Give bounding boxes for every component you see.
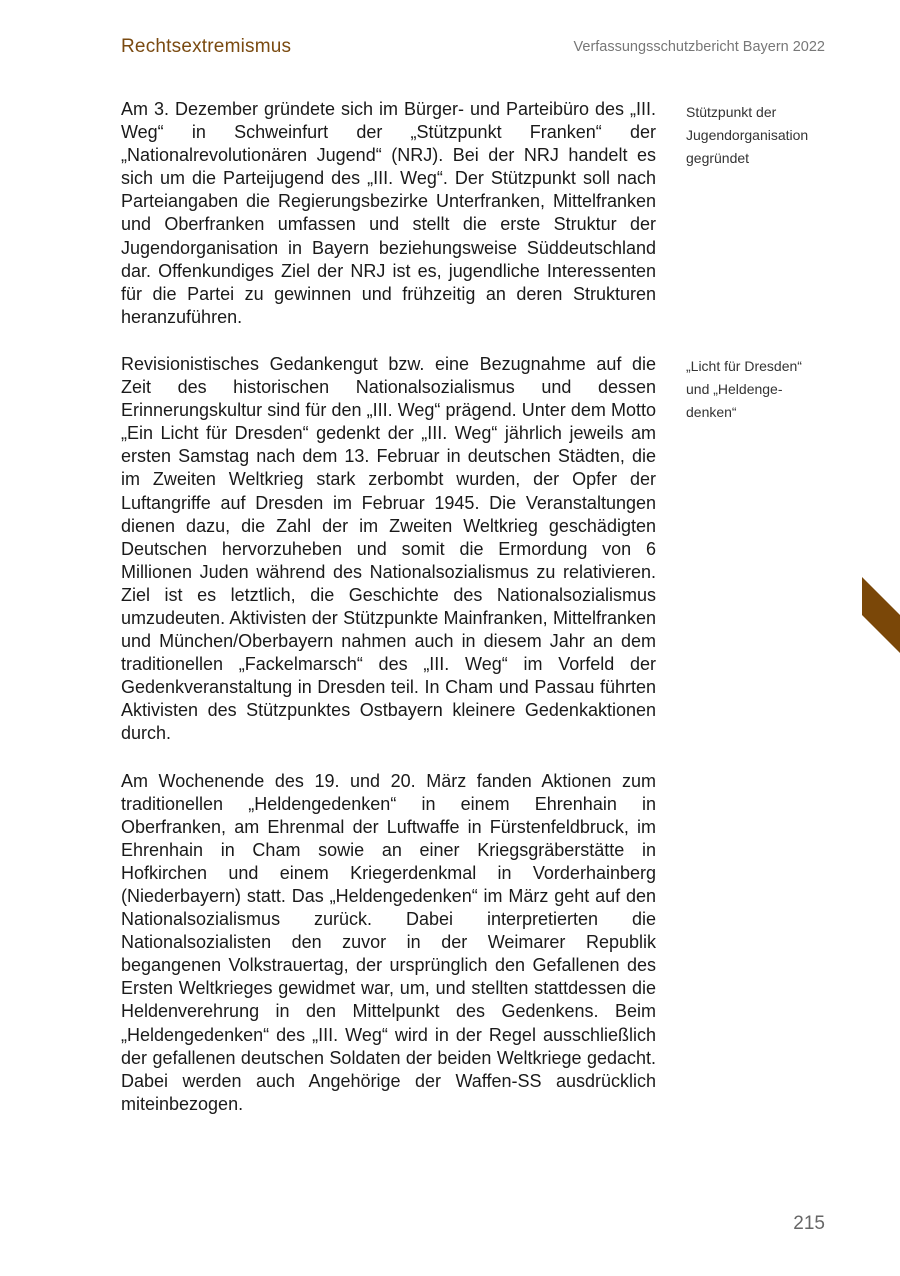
- page-number: 215: [793, 1213, 825, 1234]
- margin-note-line: denken“: [686, 404, 737, 420]
- paragraph-3: Am Wochenende des 19. und 20. März fanden Aktionen zum traditionellen „Heldengedenken“ in einem Ehrenhain in Oberfranken, am Ehrenmal der Luftwaffe in Fürstenfeldbruck, im Ehrenhain in Cham sowie an einer Kriegsgräberstätte in Hofkirchen und einem Kriegerdenkmal in Vorderhainberg (Niederbayern) statt. Das „Heldengedenken“ im März geht auf den Nationalsozialismus zurück. Dabei interpretierten die Nationalsozialisten den zuvor in der Weimarer Republik begangenen Volkstrauertag, der ursprünglich den Gefallenen des Ersten Weltkrieges gewidmet war, um, und stellten stattdessen die Heldenverehrung in den Mittelpunkt des Gedenkens. Beim „Heldengedenken“ des „III. Weg“ wird in der Regel ausschließlich der gefallenen deutschen Soldaten der beiden Weltkriege gedacht. Dabei werden auch Angehörige der Waffen-SS ausdrücklich miteinbezogen.: [121, 770, 656, 1114]
- margin-note-youth-organisation: [686, 101, 826, 170]
- paragraph-2: Revisionistisches Gedankengut bzw. eine Bezugnahme auf die Zeit des historischen Nationalsozialismus und dessen Erinnerungskultur sind für den „III. Weg“ prägend. Unter dem Motto „Ein Licht für Dresden“ gedenkt der „III. Weg“ jährlich jeweils am ersten Samstag nach dem 13. Februar in deutschen Städten, die im Zweiten Weltkrieg stark zerbombt wurden, der Opfer der Luftangriffe auf Dresden im Februar 1945. Die Veranstaltungen dienen dazu, die Zahl der im Zweiten Weltkrieg geschädigten Deutschen hervorzuheben und somit die Ermordung von 6 Millionen Juden während des Nationalsozialismus zu relativieren. Ziel ist es letztlich, die Geschichte des Nationalsozialismus umzudeuten. Aktivisten der Stützpunkte Mainfranken, Mittelfranken und München/Oberbayern nahmen auch in diesem Jahr an dem traditionellen „Fackelmarsch“ des „III. Weg“ im Vorfeld der Gedenkveranstaltung in Dresden teil. In Cham und Passau führten Aktivisten des Stützpunktes Ostbayern kleinere Gedenkaktionen durch.: [121, 353, 656, 744]
- margin-note-line: Stützpunkt der: [686, 104, 777, 120]
- margin-note-licht-fuer-dresden: [686, 355, 826, 424]
- section-title: Rechtsextremismus: [121, 36, 292, 57]
- margin-note-line: „Licht für Dresden“: [686, 358, 802, 374]
- margin-note-line: und „Heldenge-: [686, 381, 783, 397]
- margin-note-line: Jugendorganisation: [686, 127, 809, 143]
- margin-note-line: gegründet: [686, 150, 750, 166]
- publication-title: Verfassungsschutzbericht Bayern 2022: [573, 39, 825, 55]
- paragraph-1: Am 3. Dezember gründete sich im Bürger- und Parteibüro des „III. Weg“ in Schweinfurt der „Stützpunkt Franken“ der „Nationalrevolutionären Jugend“ (NRJ). Bei der NRJ handelt es sich um die Parteijugend des „III. Weg“. Der Stützpunkt soll nach Parteiangaben die Regierungsbezirke Unterfranken, Mittelfranken und Oberfranken umfassen und stellt die erste Struktur der Jugendorganisation in Bayern beziehungsweise Süddeutschland dar. Offenkundiges Ziel der NRJ ist es, jugendliche Interessenten für die Partei zu gewinnen und frühzeitig an deren Strukturen heranzuführen.: [121, 99, 656, 327]
- chapter-tab-marker: [862, 577, 900, 653]
- main-text: [121, 98, 656, 1116]
